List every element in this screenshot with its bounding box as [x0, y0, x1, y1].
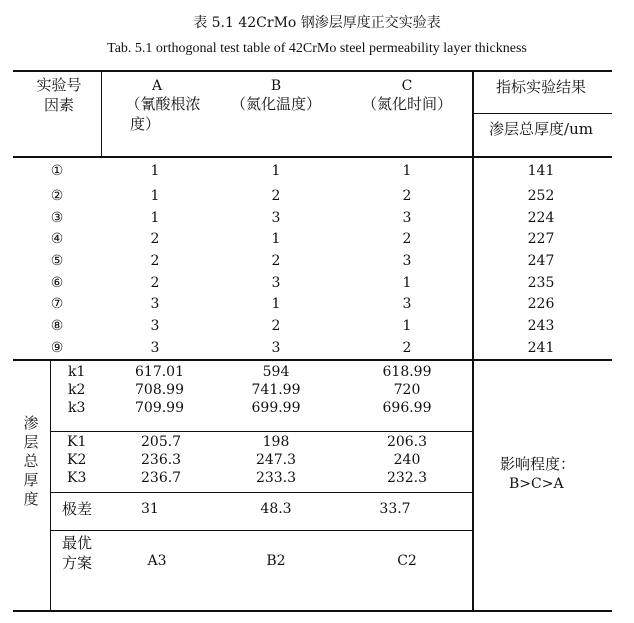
cell-b: 1	[271, 296, 281, 312]
trial-id: ⑥	[50, 275, 64, 291]
cell-a: 1	[150, 210, 160, 226]
cell-result: 224	[527, 210, 555, 226]
cell-b: 2	[271, 318, 281, 334]
k-block-split	[51, 431, 473, 432]
cell-a: 236.7	[141, 470, 182, 486]
cell-c: 3	[402, 210, 412, 226]
cell-c: 33.7	[379, 501, 411, 517]
cell-b: 2	[271, 188, 281, 204]
K-label: K3	[67, 470, 87, 486]
cell-c: 3	[402, 296, 412, 312]
optimal-label-2: 方案	[62, 554, 93, 572]
cell-b: 48.3	[260, 501, 292, 517]
cell-result: 141	[527, 163, 555, 179]
cell-a: 3	[150, 296, 160, 312]
cell-result: 243	[527, 318, 555, 334]
table-bottom-rule	[13, 610, 612, 612]
cell-c: 2	[402, 340, 412, 356]
factor-b-name: （氮化温度）	[230, 95, 322, 113]
cell-b: 594	[262, 364, 290, 380]
k-label: k2	[68, 382, 86, 398]
K-label: K2	[67, 452, 87, 468]
range-split	[51, 530, 473, 531]
cell-c: 232.3	[386, 470, 428, 486]
cell-b: 3	[271, 210, 281, 226]
cell-b: 1	[271, 231, 281, 247]
table-top-rule	[13, 70, 612, 72]
cell-a: 2	[150, 275, 160, 291]
corner-label-trial: 实验号	[36, 76, 82, 94]
cell-c: 1	[402, 275, 412, 291]
cell-b: 1	[271, 163, 281, 179]
k-label: k3	[68, 400, 86, 416]
cell-a: 617.01	[135, 364, 184, 380]
cell-b: 2	[271, 253, 281, 269]
data-bottom-rule	[13, 359, 612, 361]
cell-b: 233.3	[255, 470, 297, 486]
cell-b: 247.3	[255, 452, 297, 468]
factor-a-name-1: （氰酸根浓	[125, 95, 201, 113]
cell-b: B2	[266, 553, 286, 569]
cell-c: 240	[393, 452, 421, 468]
K-block-split	[51, 492, 473, 493]
cell-b: 699.99	[251, 400, 301, 416]
factor-b-letter: B	[270, 78, 282, 94]
cell-c: 1	[402, 163, 412, 179]
cell-a: 2	[150, 253, 160, 269]
cell-a: 709.99	[135, 400, 184, 416]
result-subtitle: 渗层总厚度/um	[489, 120, 593, 138]
trial-id: ③	[50, 210, 64, 226]
corner-label-factor: 因素	[43, 96, 75, 114]
cell-a: 3	[150, 340, 160, 356]
cell-result: 252	[527, 188, 555, 204]
cell-b: 3	[271, 340, 281, 356]
cell-result: 235	[527, 275, 555, 291]
trial-id: ②	[50, 188, 64, 204]
influence-value: B>C>A	[509, 476, 564, 492]
cell-b: 198	[262, 434, 290, 450]
cell-result: 227	[527, 231, 555, 247]
cell-c: 720	[393, 382, 421, 398]
cell-a: 708.99	[135, 382, 184, 398]
cell-c: 3	[402, 253, 412, 269]
trial-id: ①	[50, 163, 64, 179]
cell-result: 226	[527, 296, 555, 312]
caption-zh: 表 5.1 42CrMo 钢渗层厚度正交实验表	[193, 15, 441, 31]
result-title: 指标实验结果	[495, 78, 587, 96]
trial-id: ⑧	[50, 318, 64, 334]
factor-c-letter: C	[401, 78, 413, 94]
cell-c: 206.3	[386, 434, 428, 450]
optimal-label-1: 最优	[62, 534, 93, 552]
cell-a: 2	[150, 231, 160, 247]
factor-a-letter: A	[151, 78, 163, 94]
cell-b: 3	[271, 275, 281, 291]
cell-a: 3	[150, 318, 160, 334]
cell-c: 2	[402, 231, 412, 247]
factor-a-name-2: 度）	[129, 115, 161, 133]
corner-divider	[101, 71, 102, 158]
cell-a: A3	[147, 553, 167, 569]
caption-en: Tab. 5.1 orthogonal test table of 42CrMo steel permeability layer thickness	[107, 41, 527, 56]
trial-id: ⑨	[50, 340, 64, 356]
trial-id: ④	[50, 231, 64, 247]
cell-b: 741.99	[251, 382, 301, 398]
trial-id: ⑤	[50, 253, 64, 269]
K-label: K1	[67, 434, 87, 450]
cell-a: 31	[141, 501, 159, 517]
range-label: 极差	[62, 500, 93, 518]
cell-c: 696.99	[382, 400, 432, 416]
result-header-split	[473, 113, 612, 114]
header-bottom-rule	[13, 156, 612, 158]
cell-result: 241	[527, 340, 555, 356]
cell-c: 618.99	[382, 364, 432, 380]
cell-c: 2	[402, 188, 412, 204]
cell-a: 236.3	[141, 452, 182, 468]
cell-c: C2	[397, 553, 417, 569]
influence-label: 影响程度：	[500, 455, 576, 473]
cell-a: 1	[150, 188, 160, 204]
factor-c-name: （氮化时间）	[361, 95, 453, 113]
side-label-divider	[50, 360, 51, 611]
cell-a: 205.7	[141, 434, 182, 450]
analysis-side-label: 渗层总厚度	[23, 414, 39, 508]
cell-a: 1	[150, 163, 160, 179]
cell-c: 1	[402, 318, 412, 334]
k-label: k1	[68, 364, 86, 380]
trial-id: ⑦	[50, 296, 64, 312]
cell-result: 247	[527, 253, 555, 269]
